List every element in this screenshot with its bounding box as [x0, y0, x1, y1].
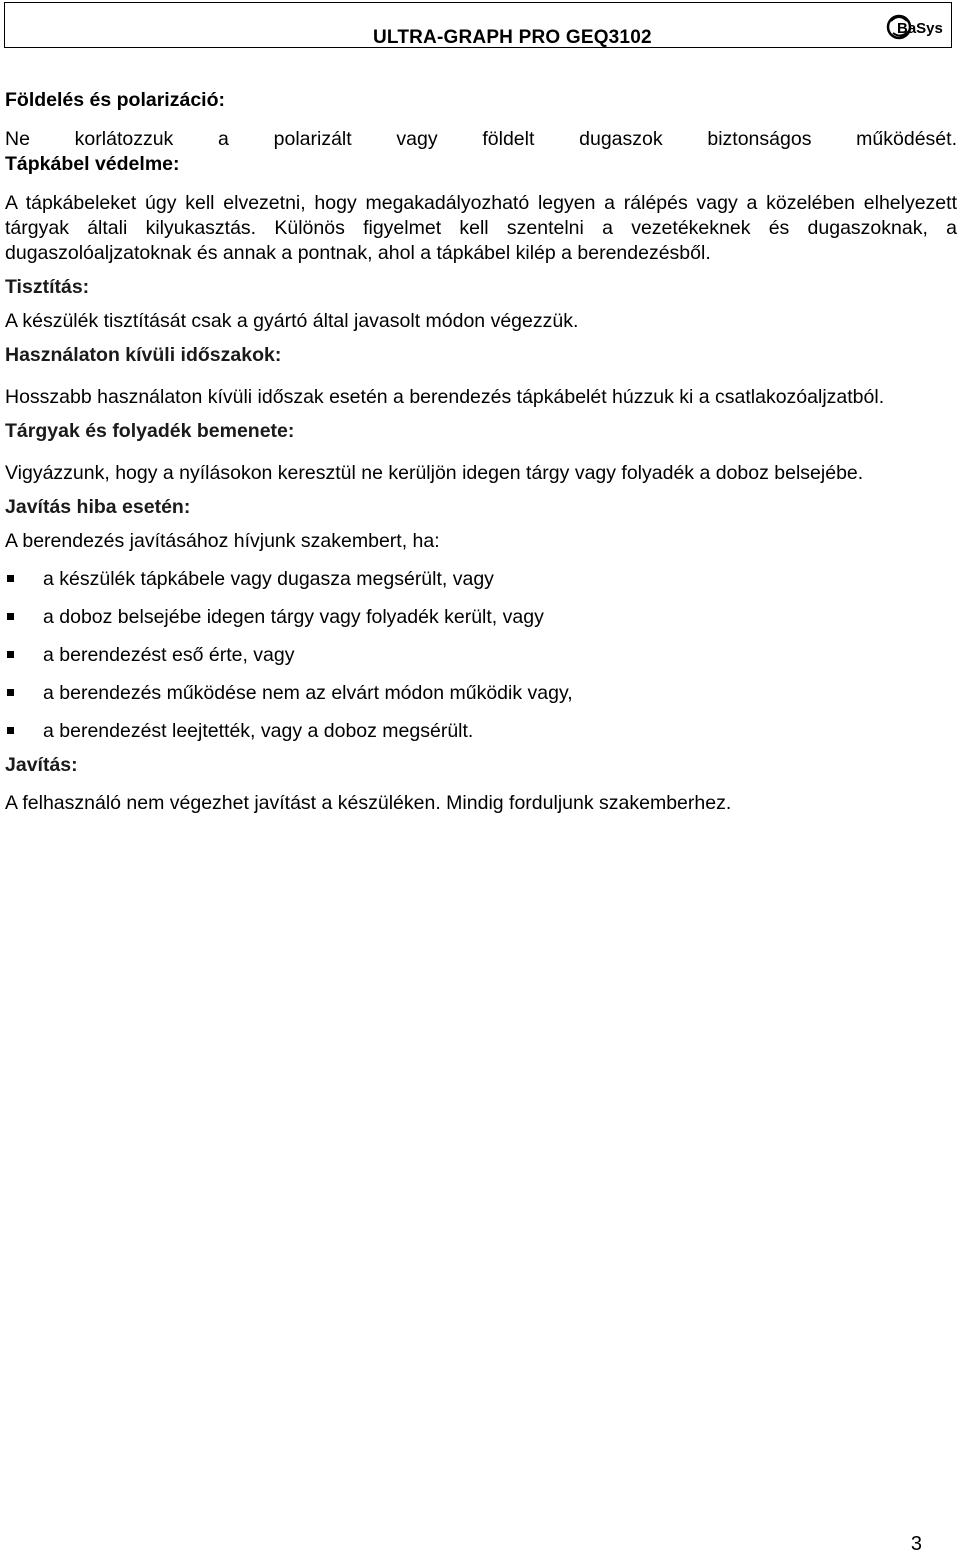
- heading-repair: Javítás:: [5, 754, 78, 776]
- list-item: a készülék tápkábele vagy dugasza megsérült, vagy: [5, 567, 957, 592]
- repair-conditions-list: [5, 567, 957, 744]
- square-bullet-icon: [7, 575, 14, 582]
- heading-repair-fault: Javítás hiba esetén:: [5, 496, 191, 518]
- document-body: [5, 88, 957, 825]
- page-header: [4, 2, 952, 48]
- square-bullet-icon: [7, 689, 14, 696]
- basys-logo: [885, 9, 951, 45]
- list-item: a berendezést leejtették, vagy a doboz megsérült.: [5, 719, 957, 744]
- text-unused: Hosszabb használaton kívüli időszak esetén a berendezés tápkábelét húzzuk ki a csatlakozóaljzatból.: [5, 386, 885, 408]
- heading-objects: Tárgyak és folyadék bemenete:: [5, 420, 295, 442]
- heading-grounding: Földelés és polarizáció:: [5, 89, 225, 111]
- page-number: 3: [910, 1533, 922, 1555]
- document-title: ULTRA-GRAPH PRO GEQ3102: [373, 27, 652, 48]
- text-cable: A tápkábeleket úgy kell elvezetni, hogy megakadályozható legyen a rálépés vagy a közelében elhelyezett tárgyak általi kilyukasztás. Különös figyelmet kell szentelni a vezetékeknek és dugaszoknak, a dugaszolóaljzatoknak és annak a pontnak, ahol a tápkábel kilép a berendezésből.: [5, 192, 957, 264]
- heading-cleaning: Tisztítás:: [5, 276, 90, 298]
- text-repair: A felhasználó nem végezhet javítást a készüléken. Mindig forduljunk szakemberhez.: [5, 792, 732, 814]
- text-cleaning: A készülék tisztítását csak a gyártó által javasolt módon végezzük.: [5, 310, 579, 332]
- square-bullet-icon: [7, 727, 14, 734]
- square-bullet-icon: [7, 613, 14, 620]
- square-bullet-icon: [7, 651, 14, 658]
- text-repair-intro: A berendezés javításához hívjunk szakembert, ha:: [5, 530, 440, 552]
- heading-cable: Tápkábel védelme:: [5, 153, 180, 175]
- logo-text: BaSys: [897, 20, 943, 37]
- text-grounding: Ne korlátozzuk a polarizált vagy földelt dugaszok biztonságos működését.: [5, 128, 957, 150]
- list-item: a doboz belsejébe idegen tárgy vagy folyadék került, vagy: [5, 605, 957, 630]
- list-item: a berendezés működése nem az elvárt módon működik vagy,: [5, 681, 957, 706]
- list-item: a berendezést eső érte, vagy: [5, 643, 957, 668]
- text-objects: Vigyázzunk, hogy a nyílásokon keresztül ne kerüljön idegen tárgy vagy folyadék a doboz belsejébe.: [5, 462, 864, 484]
- heading-unused: Használaton kívüli időszakok:: [5, 344, 282, 366]
